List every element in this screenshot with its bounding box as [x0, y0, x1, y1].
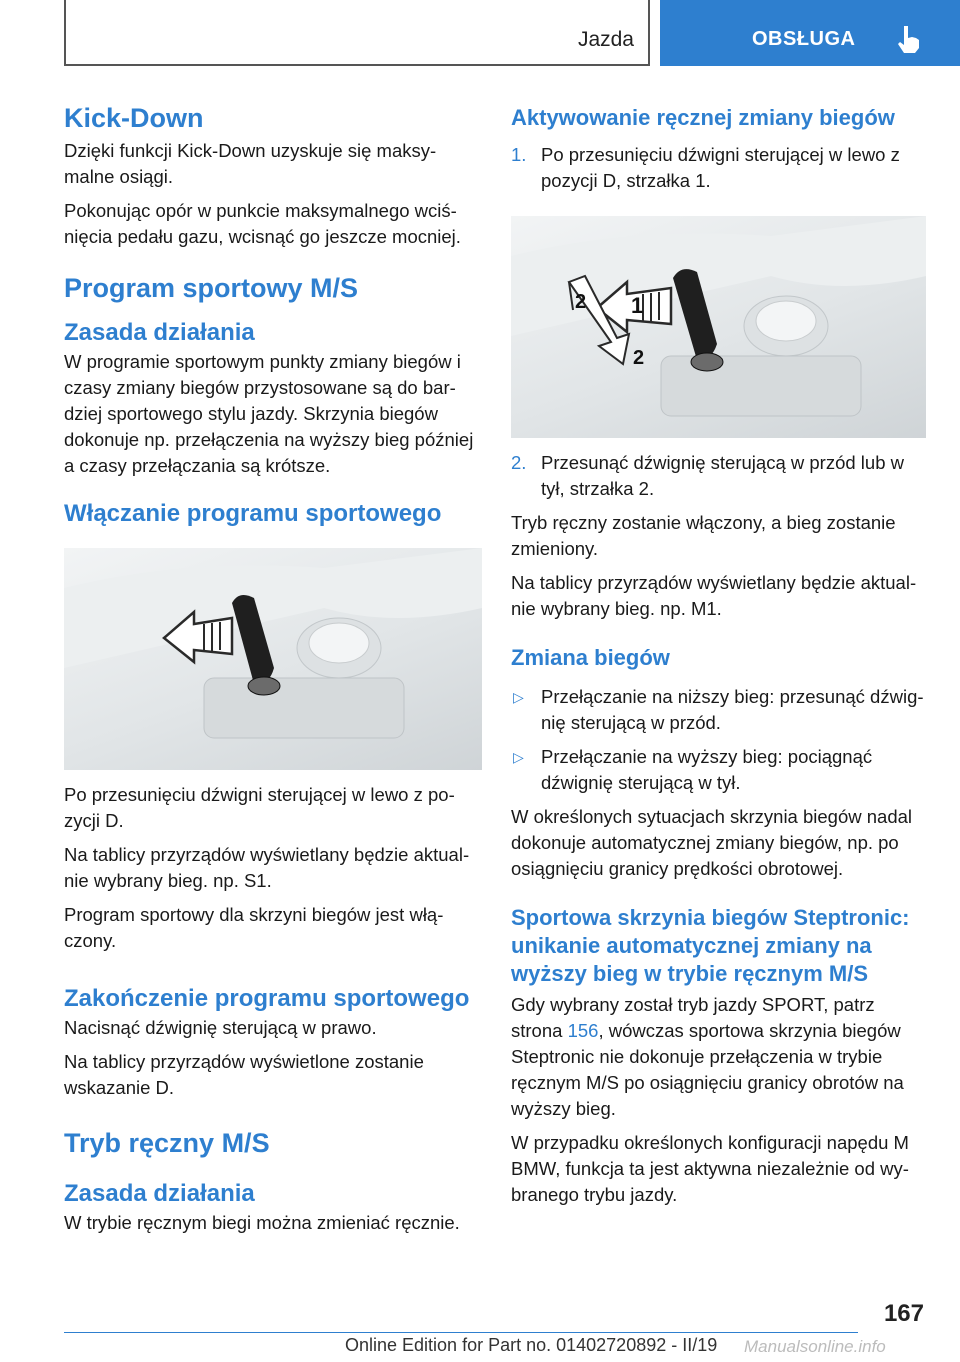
- auto-shift-text: W określonych sytuacjach skrzynia biegów nadal dokonuje automatycznej zmiany biegów, np. po osiągnięciu granicy prędkości obrotowej.: [511, 806, 913, 879]
- gear-selector-right-image: [511, 216, 926, 438]
- heading-sport-principle: Zasada działania: [64, 319, 255, 346]
- header-section-title: Jazda: [577, 28, 634, 51]
- hand-pointer-icon: [894, 24, 922, 54]
- step-2-text: Przesunąć dźwignię sterującą w przód lub w tył, strzałka 2.: [541, 452, 904, 499]
- bullet-upshift-text: Przełączanie na wyższy bieg: pociągnąć dźwignię sterującą w tył.: [541, 746, 873, 793]
- sport-principle-text: W programie sportowym punkty zmiany biegów i czasy zmiany biegów przystosowane są do bar-dziej sportowego stylu jazdy. Skrzynia biegów dokonuje np. przełączenia na wyższy bieg później a czasy przełączania są krótsze.: [64, 351, 474, 476]
- heading-kick-down: Kick-Down: [64, 103, 204, 133]
- arrow-2-label-top: 2: [575, 291, 587, 313]
- steptronic-text-1-b: , wówczas sportowa skrzynia biegów Steptronic nie dokonuje przełączenia w trybie ręcznym M/S po osiągnięciu granicy obrotów na wyższy bieg.: [511, 1020, 904, 1119]
- bullet-downshift-text: Przełączanie na niższy bieg: przesunąć dźwig-nię sterującą w przód.: [541, 686, 924, 733]
- heading-sport-program: Program sportowy M/S: [64, 273, 359, 303]
- triangle-bullet-icon: ▷: [513, 749, 524, 765]
- gear-selector-arrows-illustration: [511, 216, 926, 438]
- heading-gear-change: Zmiana biegów: [511, 645, 670, 670]
- sport-on-text-3: Program sportowy dla skrzyni biegów jest włą-czony.: [64, 904, 444, 951]
- triangle-bullet-icon: ▷: [513, 689, 524, 705]
- bullet-upshift: [511, 744, 926, 796]
- heading-sport-on: Włączanie programu sportowego: [64, 500, 442, 527]
- heading-manual-principle: Zasada działania: [64, 1180, 255, 1207]
- left-column: [64, 100, 482, 1236]
- gear-selector-illustration: [64, 548, 482, 770]
- bullet-downshift: [511, 684, 926, 736]
- step-2: [511, 450, 926, 502]
- heading-sport-off: Zakończenie programu sportowego: [64, 985, 470, 1012]
- footer-edition: Online Edition for Part no. 01402720892 - II/19: [345, 1335, 718, 1355]
- sport-off-text-2: Na tablicy przyrządów wyświetlone zostanie wskazanie D.: [64, 1051, 424, 1098]
- sport-on-text-2: Na tablicy przyrządów wyświetlany będzie aktual-nie wybrany bieg. np. S1.: [64, 844, 470, 891]
- footer-rule: [64, 1332, 858, 1333]
- arrow-1-label: 1: [631, 293, 644, 318]
- footer-watermark: Manualsonline.info: [744, 1337, 886, 1356]
- display-text: Na tablicy przyrządów wyświetlany będzie aktual-nie wybrany bieg. np. M1.: [511, 572, 917, 619]
- page-number: 167: [883, 1300, 924, 1327]
- header-tab-obsluga[interactable]: [660, 0, 960, 66]
- heading-manual-mode: Tryb ręczny M/S: [64, 1128, 270, 1158]
- manual-on-text: Tryb ręczny zostanie włączony, a bieg zostanie zmieniony.: [511, 512, 896, 559]
- right-column: [511, 100, 926, 1208]
- step-1-text: Po przesunięciu dźwigni sterującej w lewo z pozycji D, strzałka 1.: [541, 144, 900, 191]
- steptronic-text-2: W przypadku określonych konfiguracji napędu M BMW, funkcja ta jest aktywna niezależnie od wy-branego trybu jazdy.: [511, 1132, 909, 1205]
- page-156-link[interactable]: 156: [567, 1020, 599, 1041]
- sport-on-text-1: Po przesunięciu dźwigni sterującej w lewo z po-zycji D.: [64, 784, 455, 831]
- step-1-number: 1.: [511, 144, 527, 165]
- manual-principle-text: W trybie ręcznym biegi można zmieniać ręcznie.: [64, 1212, 460, 1233]
- arrow-2-label-bottom: 2: [633, 347, 645, 369]
- kick-down-text-2: Pokonując opór w punkcie maksymalnego wciś-nięcia pedału gazu, wcisnąć go jeszcze mocniej.: [64, 200, 461, 247]
- step-2-number: 2.: [511, 452, 527, 473]
- heading-activate-manual: Aktywowanie ręcznej zmiany biegów: [511, 105, 895, 130]
- kick-down-text-1: Dzięki funkcji Kick-Down uzyskuje się maksy-malne osiągi.: [64, 140, 437, 187]
- header-frame: [64, 0, 650, 66]
- header-tab-label: OBSŁUGA: [752, 28, 856, 50]
- gear-selector-left-image: [64, 548, 482, 770]
- heading-steptronic: Sportowa skrzynia biegów Steptronic: unikanie automatycznej zmiany na wyższy bieg w trybie ręcznym M/S: [511, 905, 910, 986]
- steptronic-text-1: [511, 992, 926, 1122]
- step-1: [511, 142, 926, 194]
- sport-off-text-1: Nacisnąć dźwignię sterującą w prawo.: [64, 1017, 377, 1038]
- steptronic-text-1-a: Gdy wybrany został tryb jazdy SPORT, patrz strona: [511, 994, 875, 1041]
